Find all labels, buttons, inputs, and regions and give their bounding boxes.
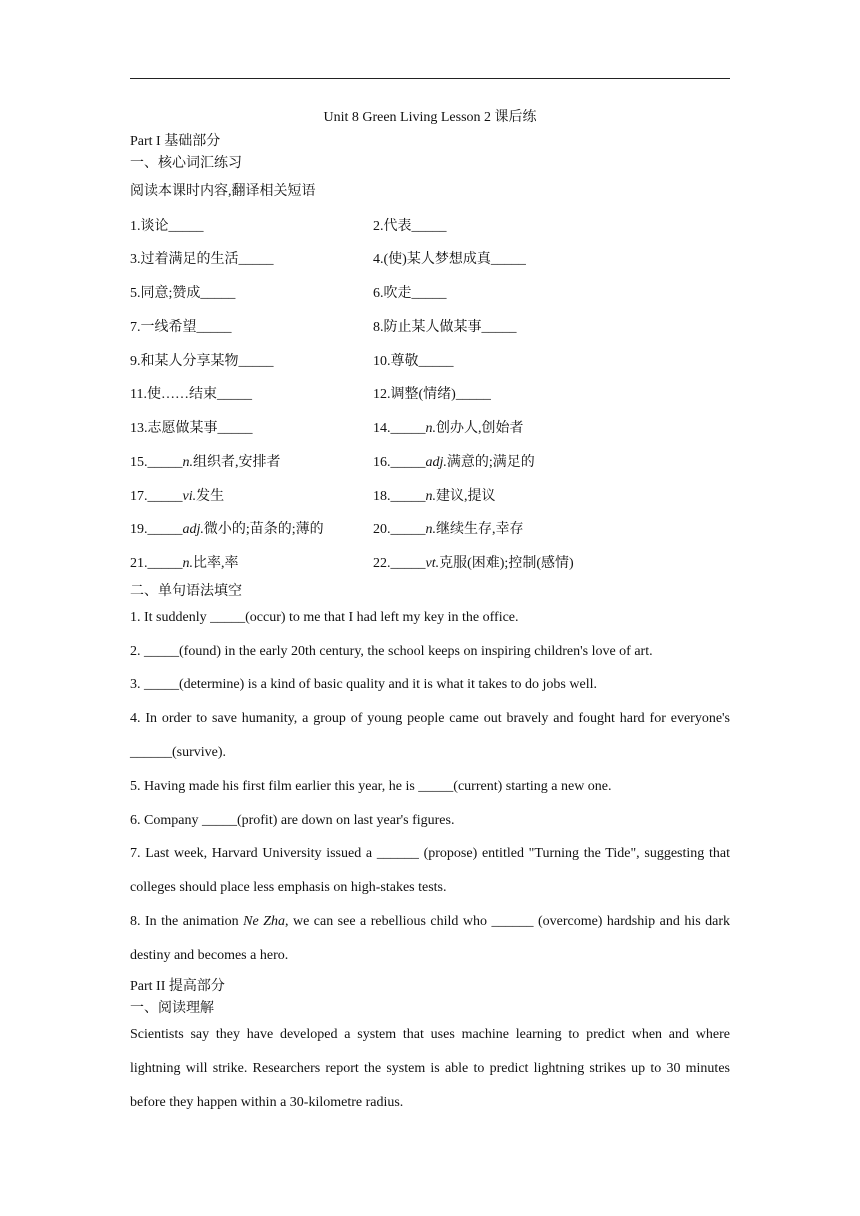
vocab-item: 20._____n.继续生存,幸存 [373, 522, 524, 537]
vocab-item: 2.代表_____ [373, 219, 447, 234]
vocab-item: 9.和某人分享某物_____ [130, 354, 274, 369]
grammar-question-3: 3. _____(determine) is a kind of basic quality and it is what it takes to do jobs well. [130, 677, 597, 692]
vocab-item: 8.防止某人做某事_____ [373, 320, 517, 335]
vocab-item: 12.调整(情绪)_____ [373, 387, 491, 402]
part2-heading: Part II 提高部分 [130, 979, 225, 994]
vocab-item: 4.(使)某人梦想成真_____ [373, 252, 526, 267]
page-title: Unit 8 Green Living Lesson 2 课后练 [323, 110, 537, 125]
vocab-item: 14._____n.创办人,创始者 [373, 421, 524, 436]
grammar-question-5: 5. Having made his first film earlier this year, he is _____(current) starting a new one. [130, 779, 612, 794]
vocab-item: 17._____vi.发生 [130, 489, 225, 504]
vocab-item: 10.尊敬_____ [373, 354, 454, 369]
grammar-question-4: 4. In order to save humanity, a group of young people came out bravely and fought hard for everyone's ______(survive). [130, 711, 730, 760]
vocab-item: 1.谈论_____ [130, 219, 204, 234]
vocab-item: 21._____n.比率,率 [130, 556, 239, 571]
section1-instruction: 阅读本课时内容,翻译相关短语 [130, 184, 316, 199]
grammar-question-2: 2. _____(found) in the early 20th century, the school keeps on inspiring children's love of art. [130, 644, 653, 659]
section2-heading: 二、单句语法填空 [130, 584, 242, 599]
grammar-question-1: 1. It suddenly _____(occur) to me that I had left my key in the office. [130, 610, 519, 625]
section3-heading: 一、阅读理解 [130, 1001, 214, 1016]
vocab-item: 19._____adj.微小的;苗条的;薄的 [130, 522, 324, 537]
vocab-item: 7.一线希望_____ [130, 320, 232, 335]
grammar-question-6: 6. Company _____(profit) are down on last year's figures. [130, 813, 455, 828]
vocab-item: 11.使……结束_____ [130, 387, 252, 402]
vocab-item: 18._____n.建议,提议 [373, 489, 496, 504]
vocab-item: 22._____vt.克服(困难);控制(感情) [373, 556, 574, 571]
vocab-item: 3.过着满足的生活_____ [130, 252, 274, 267]
grammar-question-8: 8. In the animation Ne Zha, we can see a rebellious child who ______ (overcome) hardship and his dark destiny and becomes a hero. [130, 914, 731, 963]
vocab-item: 16._____adj.满意的;满足的 [373, 455, 535, 470]
vocab-item: 13.志愿做某事_____ [130, 421, 253, 436]
vocab-item: 6.吹走_____ [373, 286, 447, 301]
vocab-item: 5.同意;赞成_____ [130, 286, 236, 301]
vocab-item: 15._____n.组织者,安排者 [130, 455, 281, 470]
part1-heading: Part I 基础部分 [130, 134, 221, 149]
section1-heading: 一、核心词汇练习 [130, 156, 242, 171]
grammar-question-7: 7. Last week, Harvard University issued a ______ (propose) entitled "Turning the Tide", suggesting that colleges should place less emphasis on high-stakes tests. [130, 846, 730, 895]
header-rule [130, 78, 730, 79]
reading-passage: Scientists say they have developed a system that uses machine learning to predict when and where lightning will strike. Researchers report the system is able to predict lightning strikes up to 30 minutes before they happen within a 30-kilometre radius. [130, 1027, 730, 1110]
